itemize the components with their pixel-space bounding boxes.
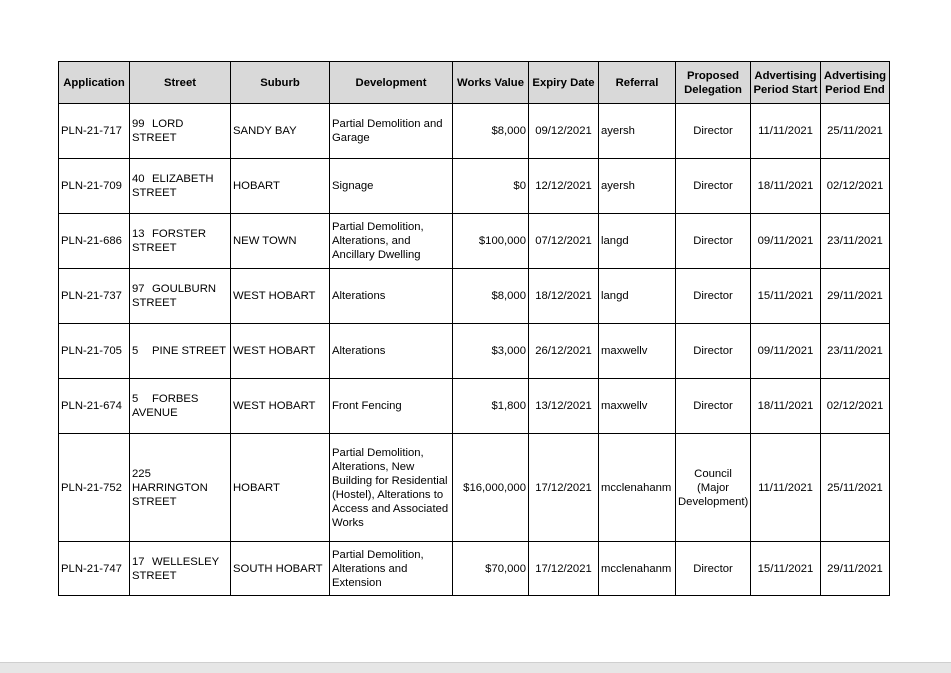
cell-development: Partial Demolition, Alterations, New Building for Residential (Hostel), Alterations to Access and Associated Works	[330, 434, 453, 542]
table-row	[59, 434, 890, 542]
cell-works-value: $8,000	[453, 269, 529, 324]
cell-expiry-date: 07/12/2021	[529, 214, 599, 269]
cell-referral: maxwellv	[599, 324, 676, 379]
cell-expiry-date: 09/12/2021	[529, 104, 599, 159]
cell-development: Alterations	[330, 324, 453, 379]
cell-development: Signage	[330, 159, 453, 214]
cell-works-value: $100,000	[453, 214, 529, 269]
cell-development: Alterations	[330, 269, 453, 324]
cell-application: PLN-21-705	[59, 324, 130, 379]
cell-advertising-start: 18/11/2021	[751, 159, 821, 214]
cell-works-value: $70,000	[453, 542, 529, 596]
header-street: Street	[130, 62, 231, 104]
cell-advertising-end: 29/11/2021	[821, 269, 890, 324]
cell-street	[130, 159, 231, 214]
cell-works-value: $3,000	[453, 324, 529, 379]
cell-referral: langd	[599, 214, 676, 269]
cell-works-value: $1,800	[453, 379, 529, 434]
street-name: LORD STREET	[132, 118, 184, 144]
cell-development: Front Fencing	[330, 379, 453, 434]
cell-delegation: Director	[676, 269, 751, 324]
cell-advertising-end: 25/11/2021	[821, 104, 890, 159]
header-works-value: Works Value	[453, 62, 529, 104]
cell-street	[130, 542, 231, 596]
header-development: Development	[330, 62, 453, 104]
header-application: Application	[59, 62, 130, 104]
cell-application: PLN-21-674	[59, 379, 130, 434]
cell-advertising-start: 15/11/2021	[751, 269, 821, 324]
cell-application: PLN-21-717	[59, 104, 130, 159]
cell-delegation: Director	[676, 104, 751, 159]
cell-expiry-date: 17/12/2021	[529, 434, 599, 542]
street-number: 5	[132, 345, 139, 357]
street-number: 17	[132, 555, 145, 568]
cell-development: Partial Demolition, Alterations and Extension	[330, 542, 453, 596]
cell-advertising-start: 15/11/2021	[751, 542, 821, 596]
cell-works-value: $0	[453, 159, 529, 214]
cell-development: Partial Demolition and Garage	[330, 104, 453, 159]
street-name: WELLESLEY STREET	[132, 555, 219, 582]
cell-suburb: WEST HOBART	[231, 379, 330, 434]
street-name: FORSTER STREET	[132, 228, 206, 254]
cell-advertising-start: 18/11/2021	[751, 379, 821, 434]
table-row	[59, 214, 890, 269]
cell-street	[130, 214, 231, 269]
cell-advertising-start: 11/11/2021	[751, 104, 821, 159]
cell-delegation: Director	[676, 159, 751, 214]
cell-application: PLN-21-747	[59, 542, 130, 596]
cell-suburb: SOUTH HOBART	[231, 542, 330, 596]
cell-delegation: Director	[676, 379, 751, 434]
cell-advertising-end: 02/12/2021	[821, 159, 890, 214]
street-number: 97	[132, 283, 145, 295]
cell-expiry-date: 17/12/2021	[529, 542, 599, 596]
cell-delegation: Director	[676, 214, 751, 269]
street-name: ELIZABETH STREET	[132, 173, 214, 199]
cell-works-value: $8,000	[453, 104, 529, 159]
cell-advertising-end: 02/12/2021	[821, 379, 890, 434]
cell-street	[130, 379, 231, 434]
cell-referral: ayersh	[599, 104, 676, 159]
cell-advertising-end: 25/11/2021	[821, 434, 890, 542]
table-row	[59, 379, 890, 434]
table-row	[59, 159, 890, 214]
applications-table	[58, 61, 890, 596]
cell-advertising-start: 09/11/2021	[751, 214, 821, 269]
street-name: HARRINGTON STREET	[132, 481, 208, 508]
cell-application: PLN-21-686	[59, 214, 130, 269]
cell-delegation: Director	[676, 542, 751, 596]
street-name: GOULBURN STREET	[132, 283, 217, 309]
cell-street	[130, 324, 231, 379]
cell-advertising-end: 23/11/2021	[821, 324, 890, 379]
cell-application: PLN-21-709	[59, 159, 130, 214]
cell-referral: maxwellv	[599, 379, 676, 434]
header-suburb: Suburb	[231, 62, 330, 104]
header-row	[59, 62, 890, 104]
table-row	[59, 104, 890, 159]
cell-suburb: SANDY BAY	[231, 104, 330, 159]
cell-referral: ayersh	[599, 159, 676, 214]
cell-advertising-start: 11/11/2021	[751, 434, 821, 542]
cell-application: PLN-21-752	[59, 434, 130, 542]
cell-expiry-date: 12/12/2021	[529, 159, 599, 214]
street-number: 5	[132, 393, 139, 405]
cell-suburb: HOBART	[231, 434, 330, 542]
cell-suburb: WEST HOBART	[231, 269, 330, 324]
street-number: 40	[132, 173, 145, 185]
header-expiry-date: Expiry Date	[529, 62, 599, 104]
cell-suburb: HOBART	[231, 159, 330, 214]
cell-referral: langd	[599, 269, 676, 324]
cell-advertising-end: 29/11/2021	[821, 542, 890, 596]
cell-referral: mcclenahanm	[599, 542, 676, 596]
table-row	[59, 269, 890, 324]
header-referral: Referral	[599, 62, 676, 104]
street-name: FORBES AVENUE	[132, 393, 199, 419]
cell-expiry-date: 18/12/2021	[529, 269, 599, 324]
cell-suburb: NEW TOWN	[231, 214, 330, 269]
cell-application: PLN-21-737	[59, 269, 130, 324]
header-proposed-delegation: Proposed Delegation	[676, 62, 751, 104]
cell-advertising-end: 23/11/2021	[821, 214, 890, 269]
street-number: 225	[132, 467, 151, 480]
header-advertising-end: Advertising Period End	[821, 62, 890, 104]
street-name: PINE STREET	[152, 345, 227, 357]
cell-street	[130, 269, 231, 324]
cell-suburb: WEST HOBART	[231, 324, 330, 379]
cell-advertising-start: 09/11/2021	[751, 324, 821, 379]
cell-delegation: Director	[676, 324, 751, 379]
cell-expiry-date: 26/12/2021	[529, 324, 599, 379]
cell-development: Partial Demolition, Alterations, and Ancillary Dwelling	[330, 214, 453, 269]
cell-delegation: Council (Major Development)	[676, 434, 751, 542]
street-number: 13	[132, 228, 145, 240]
street-number: 99	[132, 118, 145, 130]
cell-street	[130, 434, 231, 542]
cell-expiry-date: 13/12/2021	[529, 379, 599, 434]
cell-street	[130, 104, 231, 159]
table-row	[59, 324, 890, 379]
table-row	[59, 542, 890, 596]
page-bottom-edge	[0, 662, 951, 673]
cell-referral: mcclenahanm	[599, 434, 676, 542]
cell-works-value: $16,000,000	[453, 434, 529, 542]
header-advertising-start: Advertising Period Start	[751, 62, 821, 104]
